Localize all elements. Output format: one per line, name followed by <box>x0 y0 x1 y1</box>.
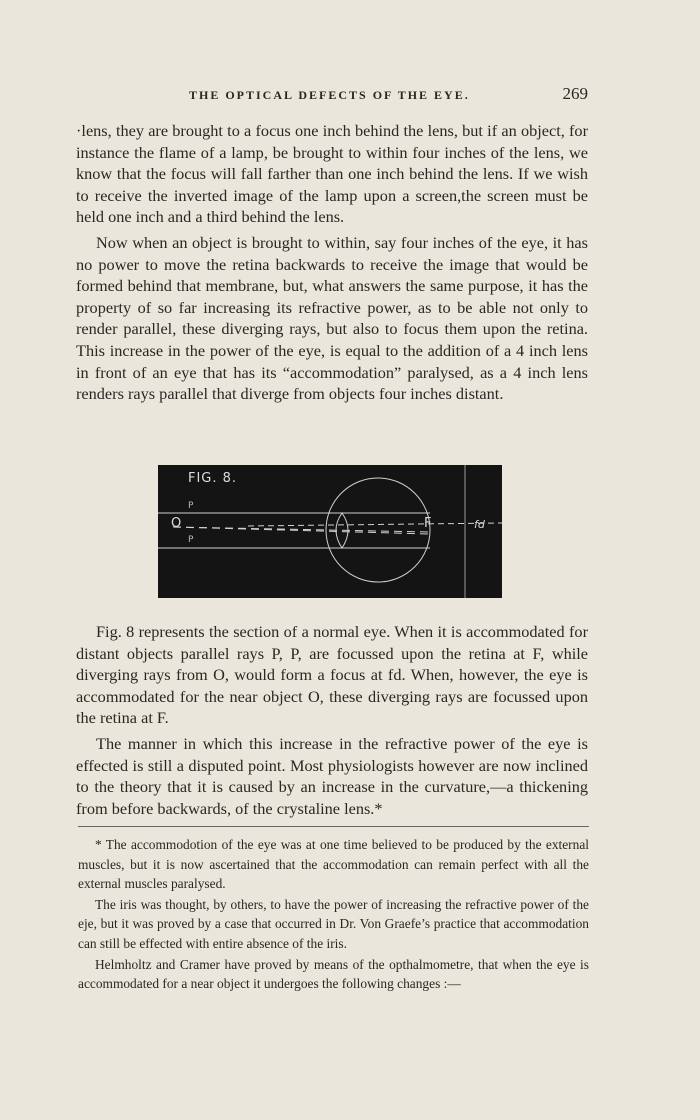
paragraph-accommodation: Now when an object is brought to within, say four inches of the eye, it has no power to move the retina backwards to receive the image that would be formed behind that membrane, but, what answers the same purpose, it has the property of so far increasing its refractive power, as to be able not only to render parallel, these diverging rays, but also to focus them upon the retina. This increase in the power of the eye, is equal to the addition of a 4 inch lens in front of an eye that has its “accommodation” paralysed, as a 4 inch lens renders rays parallel that diverge from objects four inches distant. <box>76 232 588 404</box>
paragraph-continued: ·lens, they are brought to a focus one inch behind the lens, but if an object, for instance the flame of a lamp, be brought to within four inches of the lens, we know that the focus will fall farther than one inch behind the lens. If we wish to receive the inverted image of the lamp upon a screen,the screen must be held one inch and a third behind the lens. <box>76 121 588 227</box>
point-p-label-top: P <box>188 501 194 511</box>
running-title: THE OPTICAL DEFECTS OF THE EYE. <box>189 88 470 102</box>
point-fd-label: fd <box>474 518 485 531</box>
point-o-label: O <box>171 516 182 531</box>
footnotes <box>78 835 589 994</box>
point-p-label-bottom: P <box>188 535 194 545</box>
running-header <box>76 86 588 108</box>
footnote-divider <box>78 826 589 827</box>
footnote-2: The iris was thought, by others, to have the power of increasing the refractive power of the eje, but it was proved by a case that occurred in Dr. Von Graefe’s practice that accommodation can still be effected with entire absence of the iris. <box>78 896 589 951</box>
figure-eye-diagram <box>158 465 502 598</box>
figure-label: FIG. 8. <box>188 471 238 486</box>
diverging-ray-1 <box>173 527 430 532</box>
paragraph-refractive-power: The manner in which this increase in the refractive power of the eye is effected is still a disputed point. Most physiologists however are now inclined to the theory that it is caused by an increase in the curvature,—a thickening from before backwards, of the crystaline lens.* <box>76 733 588 818</box>
point-f-label: F <box>424 516 432 531</box>
eyeball-outline <box>326 478 430 582</box>
page-number: 269 <box>562 84 588 103</box>
text-block-top <box>76 120 588 405</box>
text-block-bottom <box>76 621 588 819</box>
diverging-ray-2 <box>173 527 430 534</box>
footnote-1: * The accommodotion of the eye was at one time believed to be produced by the external muscles, but it is now ascertained that the accommodation can remain perfect with all the external muscles paralysed. <box>78 837 589 892</box>
paragraph-fig-description: Fig. 8 represents the section of a normal eye. When it is accommodated for distant objects parallel rays P, P, are focussed upon the retina at F, while diverging rays from O, would form a focus at fd. When, however, the eye is accommodated for the near object O, these diverging rays are focussed upon the retina at F. <box>76 622 588 728</box>
footnote-3: Helmholtz and Cramer have proved by means of the opthalmometre, that when the eye is accommodated for a near object it undergoes the following changes :— <box>78 956 589 992</box>
ray-to-fd <box>248 523 502 526</box>
